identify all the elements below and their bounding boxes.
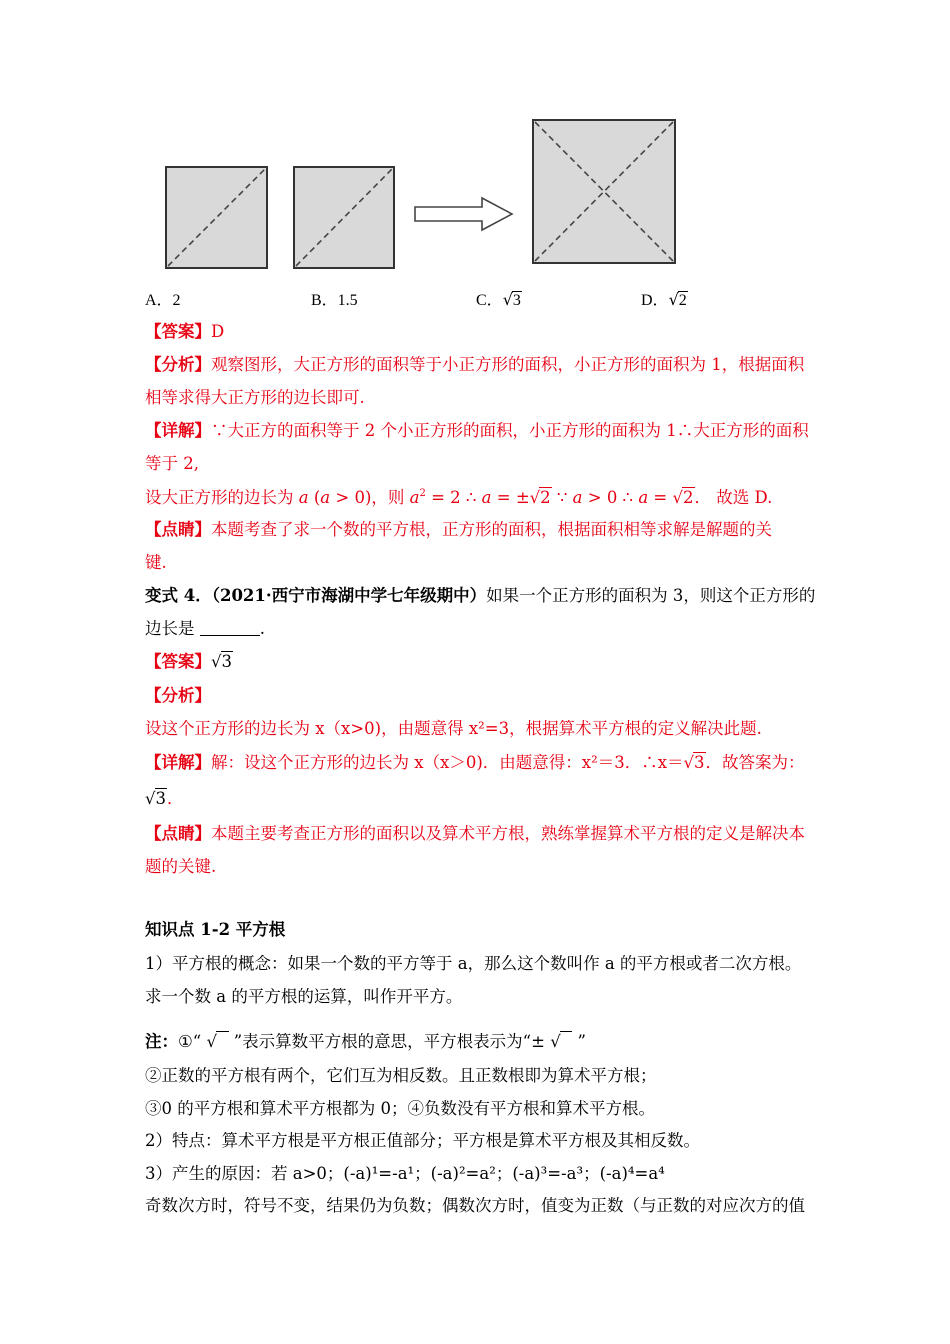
option-c: C．√3 <box>476 290 521 309</box>
q1-note-1: 【点睛】本题考查了求一个数的平方根，正方形的面积，根据面积相等求解是解题的关 <box>145 520 772 539</box>
q1-analysis-2: 相等求得大正方形的边长即可. <box>145 388 365 407</box>
q1-detail-1: 【详解】∵大正方的面积等于 2 个小正方形的面积，小正方形的面积为 1∴大正方形的面积 <box>145 421 809 440</box>
section-p4: 3）产生的原因：若 a>0；(-a)¹=-a¹；(-a)²=a²；(-a)³=-a³；(-a)⁴=a⁴ <box>145 1164 665 1183</box>
section-note-2: ②正数的平方根有两个，它们互为相反数。且正数根即为算术平方根； <box>145 1066 657 1085</box>
q2-analysis-1: 设这个正方形的边长为 x（x>0)，由题意得 x²=3，根据算术平方根的定义解决此题. <box>145 719 762 738</box>
option-b: B．1.5 <box>311 292 358 309</box>
section-p5: 奇数次方时，符号不变，结果仍为负数；偶数次方时，值变为正数（与正数的对应次方的值 <box>145 1196 805 1215</box>
section-p3: 2）特点：算术平方根是平方根正值部分；平方根是算术平方根及其相反数。 <box>145 1131 700 1150</box>
option-a: A．2 <box>145 292 181 309</box>
q1-answer: 【答案】D <box>145 322 225 341</box>
q2-detail-2: √3． <box>145 789 184 808</box>
small-square-1 <box>166 167 267 268</box>
q2-analysis-tag: 【分析】 <box>145 686 211 705</box>
answer-blank <box>200 619 260 636</box>
q2-stem-1: 变式 4．（2021·西宁市海湖中学七年级期中）如果一个正方形的面积为 3，则这个正方形的 <box>145 586 816 605</box>
q2-note-2: 题的关键. <box>145 857 217 876</box>
squares-figure <box>0 0 950 280</box>
large-square <box>533 120 675 263</box>
q2-answer: 【答案】√3 <box>145 652 233 671</box>
section-p2: 求一个数 a 的平方根的运算，叫作开平方。 <box>145 987 463 1006</box>
q2-detail-1: 【详解】解：设这个正方形的边长为 x（x＞0)．由题意得：x²＝3．∴x＝√3．故答案为： <box>145 753 805 772</box>
q1-detail-2: 等于 2, <box>145 454 199 473</box>
section-p1: 1）平方根的概念：如果一个数的平方等于 a，那么这个数叫作 a 的平方根或者二次方根。 <box>145 954 802 973</box>
small-square-2 <box>294 167 394 268</box>
section-note-3: ③0 的平方根和算术平方根都为 0；④负数没有平方根和算术平方根。 <box>145 1099 655 1118</box>
q1-note-2: 键. <box>145 553 167 572</box>
q1-detail-3: 设大正方形的边长为 a (a > 0)，则 $a^2 = 2$ ∴ a = ±√2 ∵ a > 0 ∴ a = √2． 故选 D. <box>145 488 773 507</box>
q2-note-1: 【点睛】本题主要考查正方形的面积以及算术平方根，熟练掌握算术平方根的定义是解决本 <box>145 824 805 843</box>
section-title: 知识点 1-2 平方根 <box>145 920 286 939</box>
arrow-icon <box>415 198 512 230</box>
q2-stem-2: 边长是 . <box>145 619 265 638</box>
section-note-1: 注：①“ √ ”表示算数平方根的意思，平方根表示为“± √ ” <box>145 1032 586 1051</box>
option-d: D．√2 <box>641 290 687 309</box>
q1-analysis-1: 【分析】观察图形，大正方形的面积等于小正方形的面积，小正方形的面积为 1，根据面积 <box>145 355 805 374</box>
